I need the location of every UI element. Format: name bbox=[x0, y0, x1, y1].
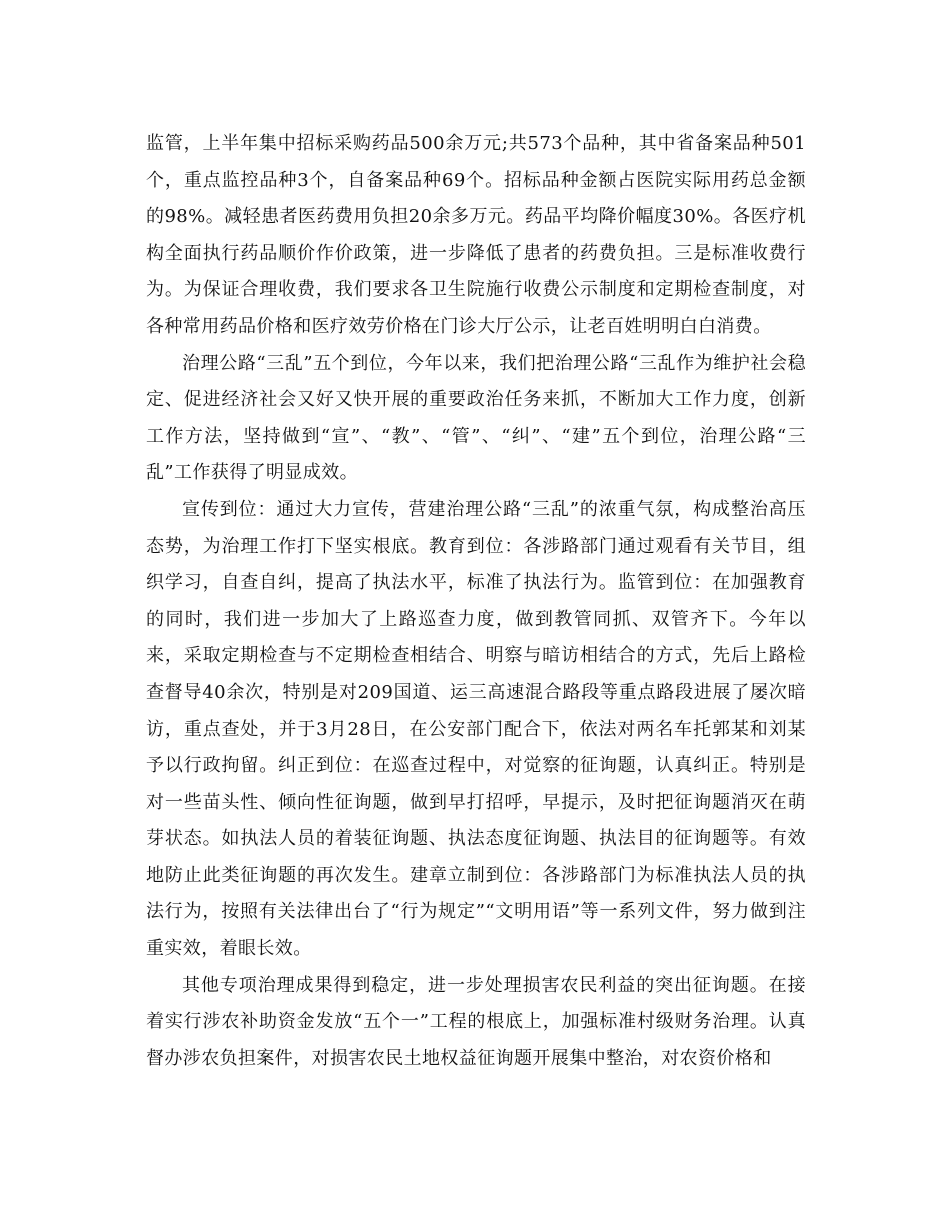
paragraph-1: 监管，上半年集中招标采购药品500余万元;共573个品种，其中省备案品种501个，重点监控品种3个，自备案品种69个。招标品种金额占医院实际用药总金额的98%。减轻患者医药费用负担20余多万元。药品平均降价幅度30%。各医疗机构全面执行药品顺价作价政策，进一步降低了患者的药费负担。三是标准收费行为。为保证合理收费，我们要求各卫生院施行收费公示制度和定期检查制度，对各种常用药品价格和医疗效劳价格在门诊大厅公示，让老百姓明明白白消费。 bbox=[146, 133, 806, 337]
paragraph-4: 其他专项治理成果得到稳定，进一步处理损害农民利益的突出征询题。在接着实行涉农补助资金发放“五个一”工程的根底上，加强标准村级财务治理。认真督办涉农负担案件，对损害农民土地权益征询题开展集中整治，对农资价格和 bbox=[146, 974, 806, 1069]
document-body bbox=[146, 126, 806, 1077]
paragraph-3: 宣传到位：通过大力宣传，营建治理公路“三乱”的浓重气氛，构成整治高压态势，为治理工作打下坚实根底。教育到位：各涉路部门通过观看有关节目，组织学习，自查自纠，提高了执法水平，标准了执法行为。监管到位：在加强教育的同时，我们进一步加大了上路巡查力度，做到教管同抓、双管齐下。今年以来，采取定期检查与不定期检查相结合、明察与暗访相结合的方式，先后上路检查督导40余次，特别是对209国道、运三高速混合路段等重点路段进展了屡次暗访，重点查处，并于3月28日，在公安部门配合下，依法对两名车托郭某和刘某予以行政拘留。纠正到位：在巡查过程中，对觉察的征询题，认真纠正。特别是对一些苗头性、倾向性征询题，做到早打招呼，早提示，及时把征询题消灭在萌芽状态。如执法人员的着装征询题、执法态度征询题、执法目的征询题等。有效地防止此类征询题的再次发生。建章立制到位：各涉路部门为标准执法人员的执法行为，按照有关法律出台了“行为规定”“文明用语”等一系列文件，努力做到注重实效，着眼长效。 bbox=[146, 498, 806, 960]
paragraph-2: 治理公路“三乱”五个到位，今年以来，我们把治理公路“三乱作为维护社会稳定、促进经济社会又好又快开展的重要政治任务来抓，不断加大工作力度，创新工作方法，坚持做到“宣”、“教”、“管”、“纠”、“建”五个到位，治理公路“三乱”工作获得了明显成效。 bbox=[146, 352, 806, 484]
